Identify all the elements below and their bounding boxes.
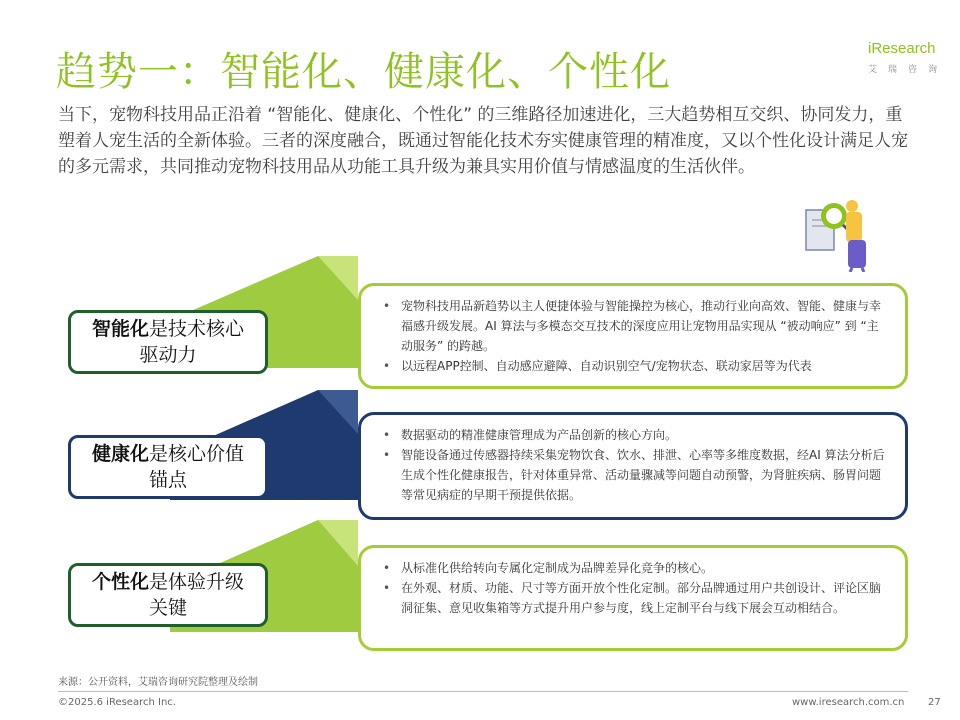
trend-label-health <box>68 435 268 499</box>
bullet-item: • 智能设备通过传感器持续采集宠物饮食、饮水、排泄、心率等多维度数据，经AI 算法分析后生成个性化健康报告，针对体重异常、活动量骤减等问题自动预警，为肾脏疾病、肠胃问题等常见病症的早期干预提供依据。 <box>383 445 887 505</box>
trend-label-rest: 是核心价值 <box>149 443 245 465</box>
logo-subtitle: 艾瑞咨询 <box>868 65 949 75</box>
website-link[interactable]: www.iresearch.com.cn <box>792 697 905 708</box>
copyright: ©2025.6 iResearch Inc. <box>58 697 176 708</box>
trend-label-rest: 是技术核心 <box>149 318 245 340</box>
trend-keyword: 健康化 <box>91 443 149 465</box>
bullet-item: • 从标准化供给转向专属化定制成为品牌差异化竞争的核心。 <box>383 558 887 578</box>
trend-keyword: 个性化 <box>91 571 149 593</box>
trend-label-line2: 驱动力 <box>139 344 197 366</box>
trend-label-line2: 关键 <box>148 597 187 619</box>
trend-card-health <box>358 412 908 520</box>
intro-paragraph: 当下，宠物科技用品正沿着 “智能化、健康化、个性化” 的三维路径加速进化，三大趋势相互交织、协同发力，重塑着人宠生活的全新体验。三者的深度融合，既通过智能化技术夯实健康管理的精准度，又以个性化设计满足人宠的多元需求，共同推动宠物科技用品从功能工具升级为兼具实用价值与情感温度的生活伙伴。 <box>58 105 908 177</box>
trend-keyword: 智能化 <box>91 318 149 340</box>
trend-label-smart <box>68 310 268 374</box>
source-note: 来源：公开资料，艾瑞咨询研究院整理及绘制 <box>58 677 258 688</box>
page-number: 27 <box>928 697 941 708</box>
trend-label-line2: 锚点 <box>148 469 187 491</box>
trend-card-smart <box>358 283 908 389</box>
bullet-item: • 宠物科技用品新趋势以主人便捷体验与智能操控为核心，推动行业向高效、智能、健康与幸福感升级发展。AI 算法与多模态交互技术的深度应用让宠物用品实现从 “被动响应” 到 “主动服务” 的跨越。 <box>383 296 887 356</box>
trend-card-personal <box>358 545 908 651</box>
bullet-item: • 在外观、材质、功能、尺寸等方面开放个性化定制。部分品牌通过用户共创设计、评论区脑洞征集、意见收集箱等方式提升用户参与度，线上定制平台与线下展会互动相结合。 <box>383 578 887 618</box>
trend-label-rest: 是体验升级 <box>149 571 245 593</box>
trend-label-personal <box>68 563 268 627</box>
footer-divider <box>58 691 908 692</box>
logo-text: iResearch <box>868 40 936 57</box>
bullet-item: • 数据驱动的精准健康管理成为产品创新的核心方向。 <box>383 425 887 445</box>
page-title: 趋势一：智能化、健康化、个性化 <box>56 49 671 95</box>
bullet-item: • 以远程APP控制、自动感应避障、自动识别空气/宠物状态、联动家居等为代表 <box>383 356 887 376</box>
